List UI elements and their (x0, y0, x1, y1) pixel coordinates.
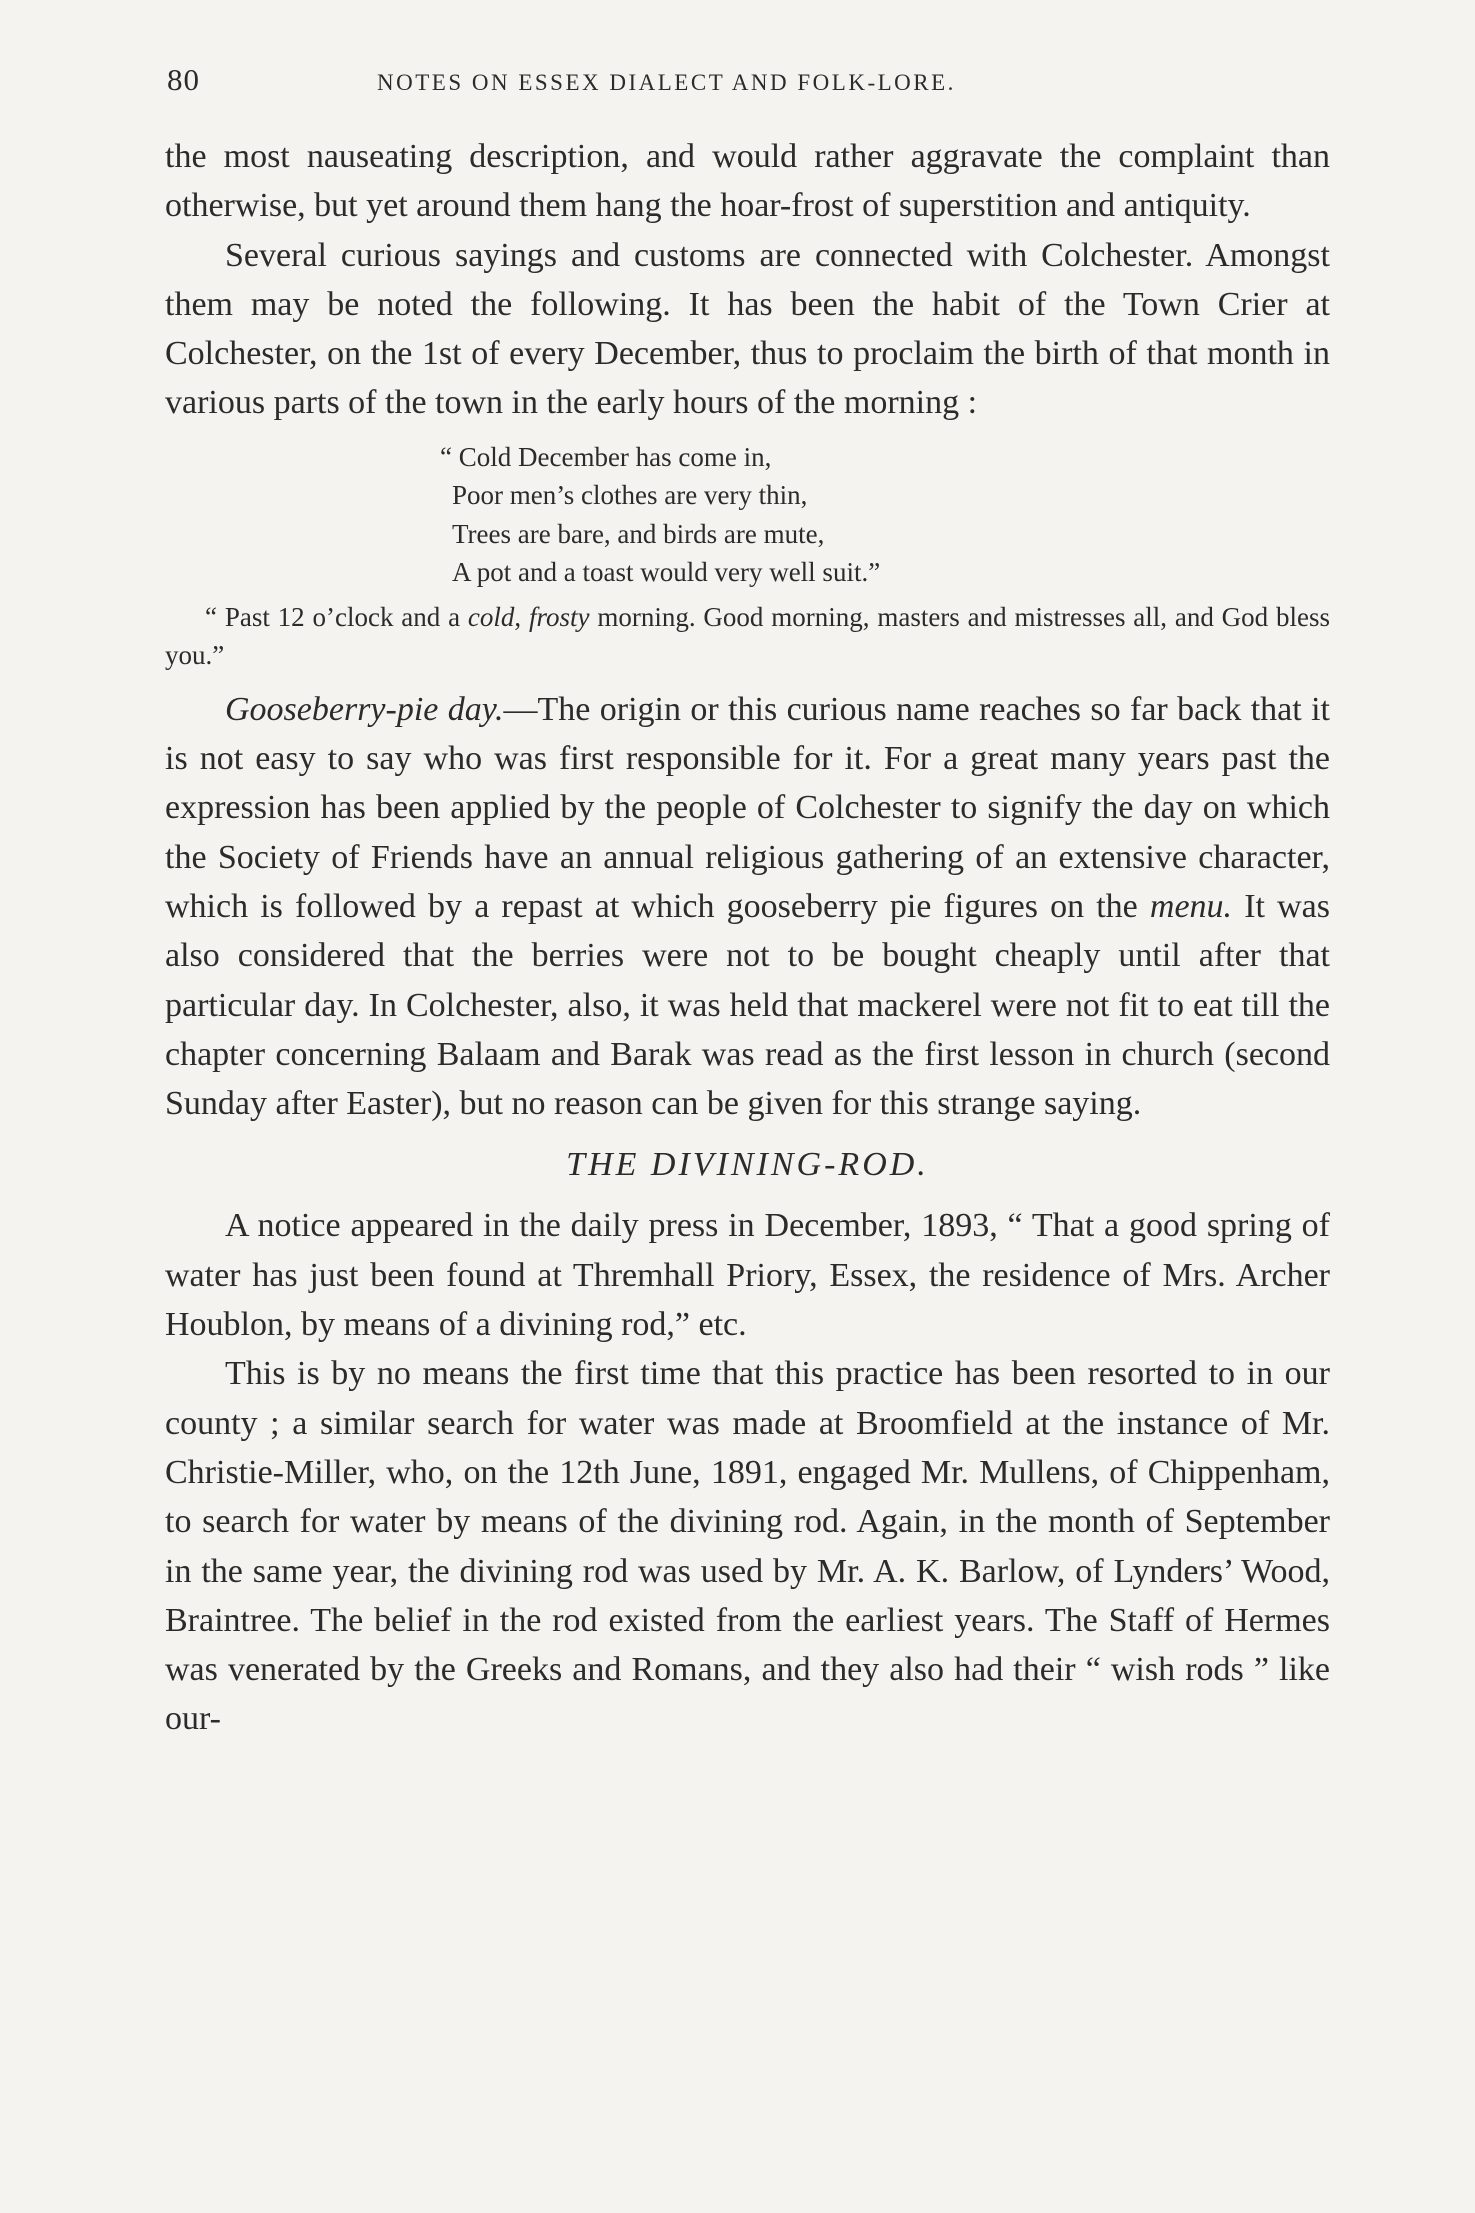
town-crier-verse (165, 428, 1330, 598)
paragraph-divining-notice: A notice appeared in the daily press in December, 1893, “ That a good spring of water has just been found at Thremhall Priory, Essex, the residence of Mrs. Archer Houblon, by means of a divining rod,” etc. (165, 1207, 1330, 1344)
crier-call-text: “ Past 12 o’clock and a (205, 601, 468, 632)
running-head: NOTES ON ESSEX DIALECT AND FOLK-LORE. (377, 70, 956, 95)
paragraph-colchester-sayings: Several curious sayings and customs are connected with Colchester. Amongst them may be noted the following. It has been the habit of the Town Crier at Colchester, on the 1st of every December, thus to proclaim the birth of that month in various parts of the town in the early hours of the morning : (165, 236, 1330, 422)
crier-call-italic-cold: cold (467, 601, 515, 632)
paragraph-gooseberry-pie-day (165, 685, 1330, 1129)
paragraph-divining-history: This is by no means the first time that this practice has been resorted to in our county ; a similar search for water was made at Broomfield at the instance of Mr. Christie-Miller, who, on the 12th June, 1891, engaged Mr. Mullens, of Chippenham, to search for water by means of the divining rod. Again, in the month of September in the same year, the divining rod was used by Mr. A. K. Barlow, of Lynders’ Wood, Braintree. The belief in the rod existed from the earliest years. The Staff of Hermes was venerated by the Greeks and Romans, and they also had their “ wish rods ” like our- (165, 1355, 1330, 1738)
verse-line: A pot and a toast would very well suit.” (452, 557, 881, 588)
crier-call (165, 598, 1330, 675)
verse-line: Poor men’s clothes are very thin, (452, 480, 808, 511)
paragraph-continuation: the most nauseating description, and would rather aggravate the complaint than otherwise, but yet around them hang the hoar-frost of superstition and antiquity. (165, 138, 1330, 225)
verse-line: “ Cold December has come in, (440, 441, 772, 472)
verse-line: Trees are bare, and birds are mute, (452, 518, 825, 549)
page-body (165, 132, 1330, 1744)
page-header (167, 62, 1332, 102)
section-heading-divining-rod: THE DIVINING-ROD. (566, 1146, 929, 1184)
crier-call-comma: , (514, 601, 530, 632)
page-number: 80 (167, 62, 200, 97)
gooseberry-menu-italic: menu. (1149, 887, 1233, 925)
gooseberry-text-end: It was also considered that the berries were not to be bought cheaply until after that particular day. In Colchester, also, it was held that mackerel were not fit to eat till the chapter concerning Balaam and Barak was read as the first lesson in church (second Sunday after Easter), but no reason can be given for this strange saying. (165, 887, 1330, 1123)
crier-call-text-end: morning. Good morning, masters and mistresses all, and God bless you.” (165, 601, 1331, 671)
gooseberry-text: —The origin or this curious name reaches so far back that it is not easy to say who was first responsible for it. For a great many years past the expression has been applied by the people of Colchester to signify the day on which the Society of Friends have an annual religious gathering of an extensive character, which is followed by a repast at which gooseberry pie figures on the (165, 690, 1330, 925)
crier-call-italic-frosty: frosty (529, 601, 590, 632)
gooseberry-title: Gooseberry-pie day. (225, 690, 504, 728)
